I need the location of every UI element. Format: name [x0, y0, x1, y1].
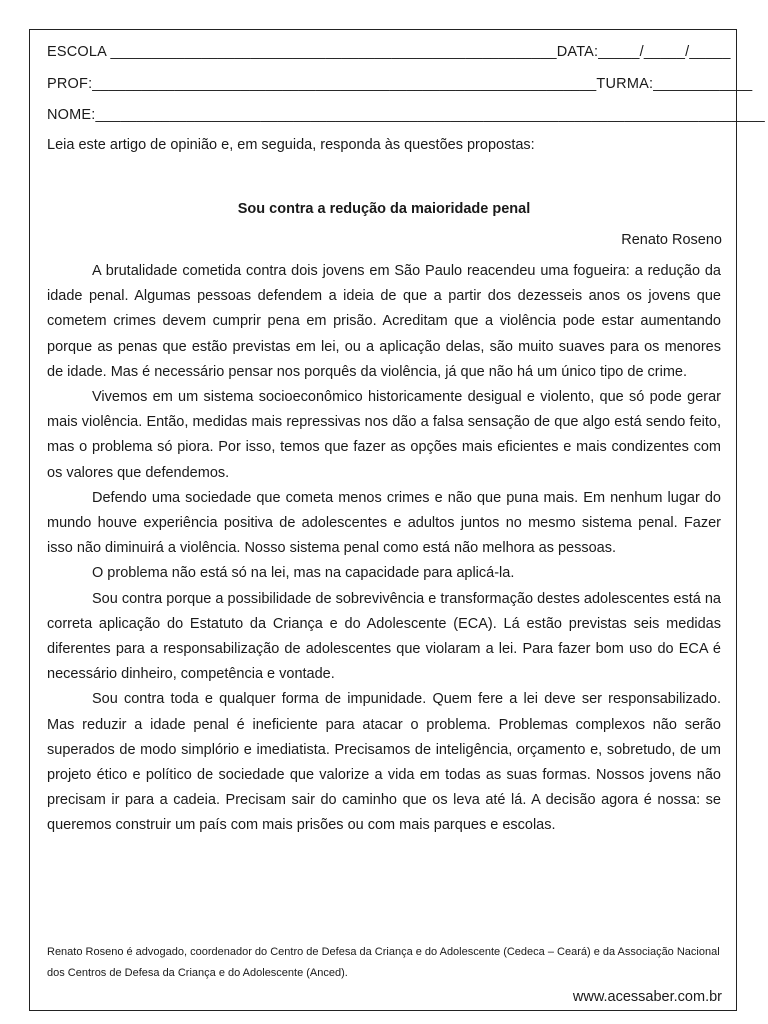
- student-name-line: NOME:_________________________________________________________________________________: [47, 107, 765, 123]
- paragraph: Defendo uma sociedade que cometa menos crimes e não que puna mais. Em nenhum lugar do mundo houve experiência positiva de adolescentes e adultos juntos no mesmo sistema penal. Fazer isso não diminuirá a violência. Nosso sistema penal como está não melhora as pessoas.: [47, 489, 721, 557]
- website-link[interactable]: www.acessaber.com.br: [572, 989, 722, 1005]
- paragraph: Vivemos em um sistema socioeconômico historicamente desigual e violento, que só pode gerar mais violência. Então, medidas mais repressivas nos dão a falsa sensação de que algo está sendo feito, mas o problema só piora. Por isso, temos que fazer as opções mais eficientes e mais condizentes com os valores que defendemos.: [47, 389, 721, 481]
- paragraph: A brutalidade cometida contra dois jovens em São Paulo reacendeu uma fogueira: a redução da idade penal. Algumas pessoas defendem a ideia de que a partir dos dezesseis anos os jovens que cometem crimes devem cumprir pena em prisão. Acreditam que a violência pode estar aumentando porque as penas que estão previstas em lei, ou a aplicação delas, são muito suaves para os menores de idade. Mas é necessário pensar nos porquês da violência, já que não há um único tipo de crime.: [47, 263, 721, 380]
- article-title: Sou contra a redução da maioridade penal: [237, 201, 531, 217]
- school-date-line: ESCOLA ______________________________________________________DATA:_____/_____/_____: [47, 44, 731, 60]
- article-author: Renato Roseno: [621, 232, 722, 248]
- paragraph: Sou contra toda e qualquer forma de impunidade. Quem fere a lei deve ser responsabilizado. Mas reduzir a idade penal é ineficiente para atacar o problema. Problemas complexos não serão superados de modo simplório e imediatista. Precisamos de inteligência, orçamento e, sobretudo, de um projeto ético e político de sociedade que valorize a vida em todas as suas formas. Nossos jovens não precisam ir para a cadeia. Precisam sair do caminho que os leva até lá. A decisão agora é nossa: se queremos construir um país com mais prisões ou com mais parques e escolas.: [47, 691, 721, 834]
- teacher-class-line: PROF:_____________________________________________________________TURMA:____________: [47, 76, 753, 92]
- article-body: [47, 259, 721, 839]
- author-footnote: Renato Roseno é advogado, coordenador do Centro de Defesa da Criança e do Adolescente (Cedeca – Ceará) e da Associação Nacional dos Centros de Defesa da Criança e do Adolescente (Anced).: [47, 946, 720, 979]
- paragraph: O problema não está só na lei, mas na capacidade para aplicá-la.: [92, 565, 515, 582]
- instruction-text: Leia este artigo de opinião e, em seguida, responda às questões propostas:: [47, 137, 535, 153]
- paragraph: Sou contra porque a possibilidade de sobrevivência e transformação destes adolescentes está na correta aplicação do Estatuto da Criança e do Adolescente (ECA). Lá estão previstas seis medidas diferentes para a responsabilização de adolescentes que violaram a lei. Para fazer bom uso do ECA é necessário dinheiro, competência e vontade.: [47, 590, 721, 683]
